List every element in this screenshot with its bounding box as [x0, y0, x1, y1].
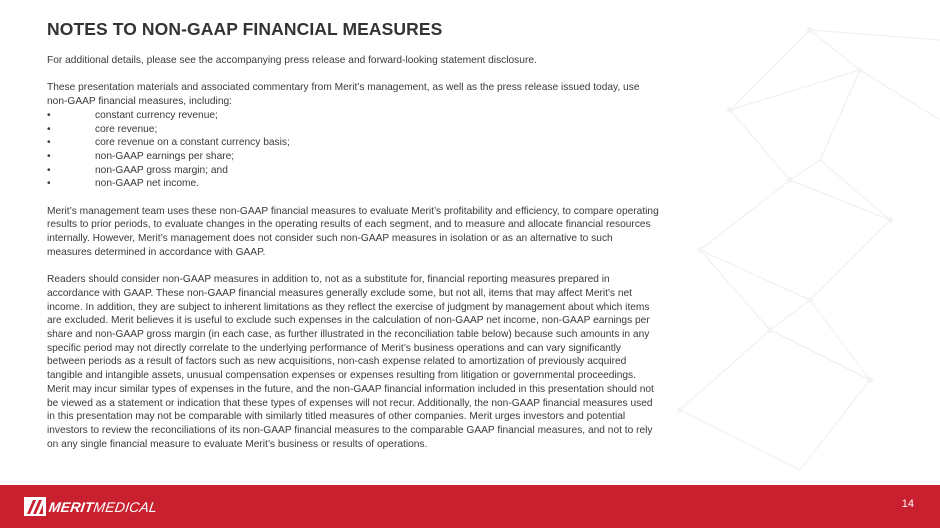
list-item-text: constant currency revenue;	[95, 109, 218, 121]
page-number: 14	[901, 498, 914, 510]
list-item-text: non-GAAP earnings per share;	[95, 150, 235, 162]
intro-text: For additional details, please see the accompanying press release and forward-looking statement disclosure.	[47, 55, 537, 66]
list-item	[47, 136, 659, 150]
bullet-marker: •	[47, 137, 51, 149]
slide-title: NOTES TO NON-GAAP FINANCIAL MEASURES	[47, 19, 443, 39]
list-item	[47, 150, 659, 164]
list-item	[47, 109, 659, 123]
bullet-marker: •	[47, 164, 51, 176]
bullet-marker: •	[47, 123, 51, 135]
list-item	[47, 164, 659, 178]
merit-medical-logo	[24, 497, 157, 516]
paragraph-readers-consider: Readers should consider non-GAAP measures in addition to, not as a substitute for, financial reporting measures prepared in accordance with GAAP. These non-GAAP financial measures generally exclude some, but not all, items that may affect Merit's net income. In addition, they are subject to inherent limitations as they reflect the exercise of judgment by management about which items are excluded. Merit believes it is useful to exclude such expenses in the calculation of non-GAAP net income, non-GAAP earnings per share and non-GAAP gross margin (in each case, as further illustrated in the reconciliation table below) because such amounts in any specific period may not directly correlate to the underlying performance of Merit’s business operations and can vary significantly between periods as a result of factors such as new acquisitions, non-cash expense related to amortization of previously acquired tangible and intangible assets, unusual compensation expenses or expenses resulting from litigation or governmental proceedings. Merit may incur similar types of expenses in the future, and the non-GAAP financial information included in this presentation should not be viewed as a statement or indication that these types of expenses will not recur. Additionally, the non-GAAP financial measures used in this presentation may not be comparable with similarly titled measures of other companies. Merit urges investors and potential investors to review the reconciliations of its non-GAAP financial measures to the comparable GAAP financial measures, and not to rely on any single financial measure to evaluate Merit’s business or results of operations.	[47, 274, 654, 450]
list-item	[47, 177, 659, 191]
bullet-marker: •	[47, 178, 51, 190]
list-item-text: non-GAAP net income.	[95, 178, 200, 190]
list-item-text: core revenue on a constant currency basis;	[95, 137, 290, 149]
list-item-text: non-GAAP gross margin; and	[95, 164, 228, 176]
logo-icon	[24, 497, 46, 516]
background-decoration	[640, 0, 940, 485]
paragraph-measures-intro: These presentation materials and associated commentary from Merit’s management, as well as the press release issued today, use non-GAAP financial measures, including:	[47, 82, 640, 108]
measures-list	[47, 109, 659, 191]
logo-wordmark-merit: MERIT	[47, 498, 95, 515]
list-item	[47, 123, 659, 137]
bullet-marker: •	[47, 150, 51, 162]
slide-body	[47, 54, 659, 451]
bullet-marker: •	[47, 109, 51, 121]
logo-wordmark-medical: MEDICAL	[92, 498, 159, 515]
logo-wordmark	[48, 499, 158, 515]
paragraph-management-use: Merit’s management team uses these non-GAAP financial measures to evaluate Merit’s profitability and efficiency, to compare operating results to prior periods, to evaluate changes in the operating results of each segment, and to measure and allocate financial resources internally. However, Merit’s management does not consider such non-GAAP measures in isolation or as an alternative to such measures determined in accordance with GAAP.	[47, 205, 659, 258]
list-item-text: core revenue;	[95, 123, 158, 135]
